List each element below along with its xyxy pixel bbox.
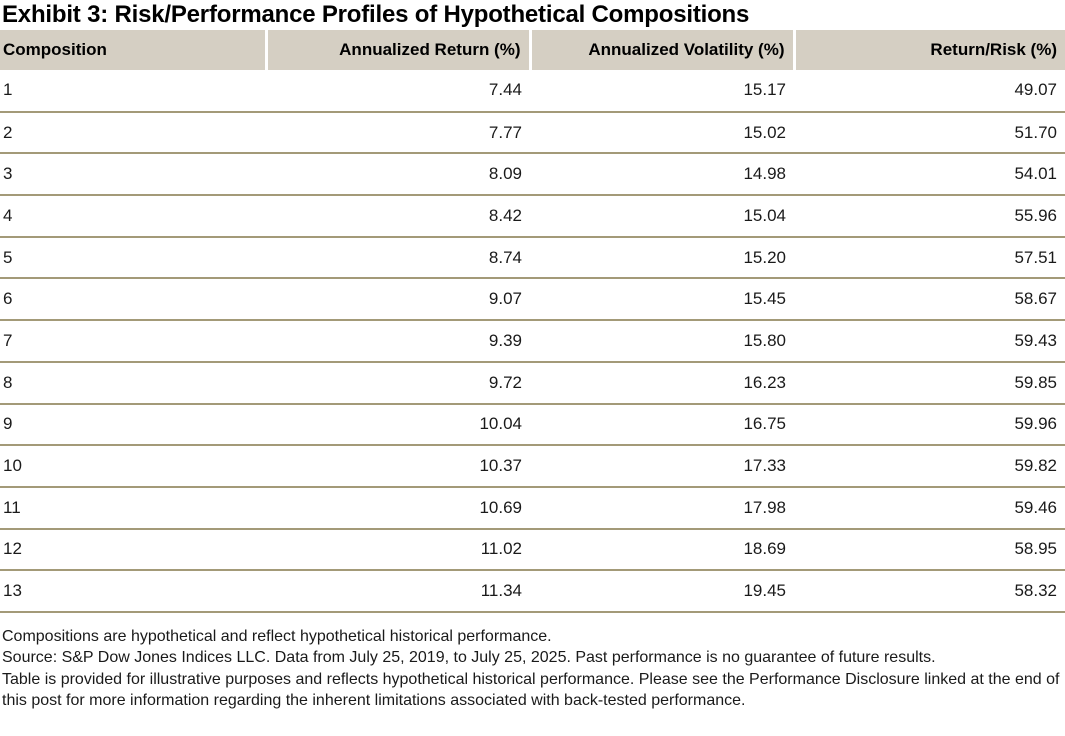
column-header-composition: Composition [0,30,266,70]
cell-return-risk: 58.32 [794,570,1065,612]
cell-return-risk: 55.96 [794,195,1065,237]
table-row [0,153,1065,195]
cell-composition: 2 [0,112,266,154]
cell-return-risk: 49.07 [794,70,1065,112]
table-row [0,529,1065,571]
cell-composition: 4 [0,195,266,237]
table-row [0,70,1065,112]
table-row [0,195,1065,237]
cell-annualized-return: 8.74 [266,237,530,279]
column-header-annualized-return: Annualized Return (%) [266,30,530,70]
cell-annualized-return: 9.72 [266,362,530,404]
header-row [0,30,1065,70]
cell-annualized-volatility: 17.33 [530,445,794,487]
cell-return-risk: 58.67 [794,278,1065,320]
cell-annualized-return: 10.69 [266,487,530,529]
cell-annualized-return: 9.39 [266,320,530,362]
cell-annualized-volatility: 15.20 [530,237,794,279]
cell-return-risk: 59.85 [794,362,1065,404]
footnote-disclosure: Table is provided for illustrative purposes and reflects hypothetical historical performance. Please see the Performance Disclosure linked at the end of this post for more information regarding the inherent limitations associated with back-tested performance. [2,670,1060,710]
cell-annualized-return: 7.77 [266,112,530,154]
cell-composition: 8 [0,362,266,404]
exhibit-title: Exhibit 3: Risk/Performance Profiles of Hypothetical Compositions [2,1,750,28]
cell-return-risk: 51.70 [794,112,1065,154]
table-row [0,570,1065,612]
cell-composition: 13 [0,570,266,612]
cell-annualized-return: 11.34 [266,570,530,612]
cell-annualized-return: 7.44 [266,70,530,112]
cell-return-risk: 54.01 [794,153,1065,195]
table-row [0,278,1065,320]
table-row [0,112,1065,154]
cell-annualized-return: 9.07 [266,278,530,320]
cell-annualized-return: 8.42 [266,195,530,237]
cell-annualized-volatility: 16.75 [530,404,794,446]
cell-annualized-volatility: 18.69 [530,529,794,571]
cell-annualized-volatility: 17.98 [530,487,794,529]
cell-annualized-volatility: 19.45 [530,570,794,612]
cell-return-risk: 59.82 [794,445,1065,487]
footnotes-block [0,626,1065,712]
cell-return-risk: 59.96 [794,404,1065,446]
cell-annualized-volatility: 15.17 [530,70,794,112]
cell-composition: 6 [0,278,266,320]
cell-composition: 7 [0,320,266,362]
cell-annualized-volatility: 16.23 [530,362,794,404]
cell-annualized-volatility: 15.80 [530,320,794,362]
table-row [0,404,1065,446]
column-header-annualized-volatility: Annualized Volatility (%) [530,30,794,70]
footnote-hypothetical: Compositions are hypothetical and reflect hypothetical historical performance. [2,627,552,645]
cell-annualized-volatility: 15.04 [530,195,794,237]
cell-composition: 5 [0,237,266,279]
table-row [0,320,1065,362]
table-body [0,70,1065,612]
cell-composition: 3 [0,153,266,195]
cell-return-risk: 59.46 [794,487,1065,529]
cell-composition: 10 [0,445,266,487]
table-row [0,445,1065,487]
footnote-source: Source: S&P Dow Jones Indices LLC. Data from July 25, 2019, to July 25, 2025. Past performance is no guarantee of future results. [2,649,936,667]
table-row [0,362,1065,404]
column-header-return-risk: Return/Risk (%) [794,30,1065,70]
cell-annualized-volatility: 15.02 [530,112,794,154]
table-row [0,487,1065,529]
cell-composition: 9 [0,404,266,446]
cell-composition: 11 [0,487,266,529]
table-row [0,237,1065,279]
cell-annualized-return: 10.04 [266,404,530,446]
cell-return-risk: 59.43 [794,320,1065,362]
table-header [0,30,1065,70]
cell-annualized-volatility: 15.45 [530,278,794,320]
cell-annualized-return: 11.02 [266,529,530,571]
cell-return-risk: 58.95 [794,529,1065,571]
cell-return-risk: 57.51 [794,237,1065,279]
risk-performance-table [0,30,1065,613]
cell-composition: 12 [0,529,266,571]
cell-annualized-volatility: 14.98 [530,153,794,195]
cell-composition: 1 [0,70,266,112]
cell-annualized-return: 8.09 [266,153,530,195]
cell-annualized-return: 10.37 [266,445,530,487]
